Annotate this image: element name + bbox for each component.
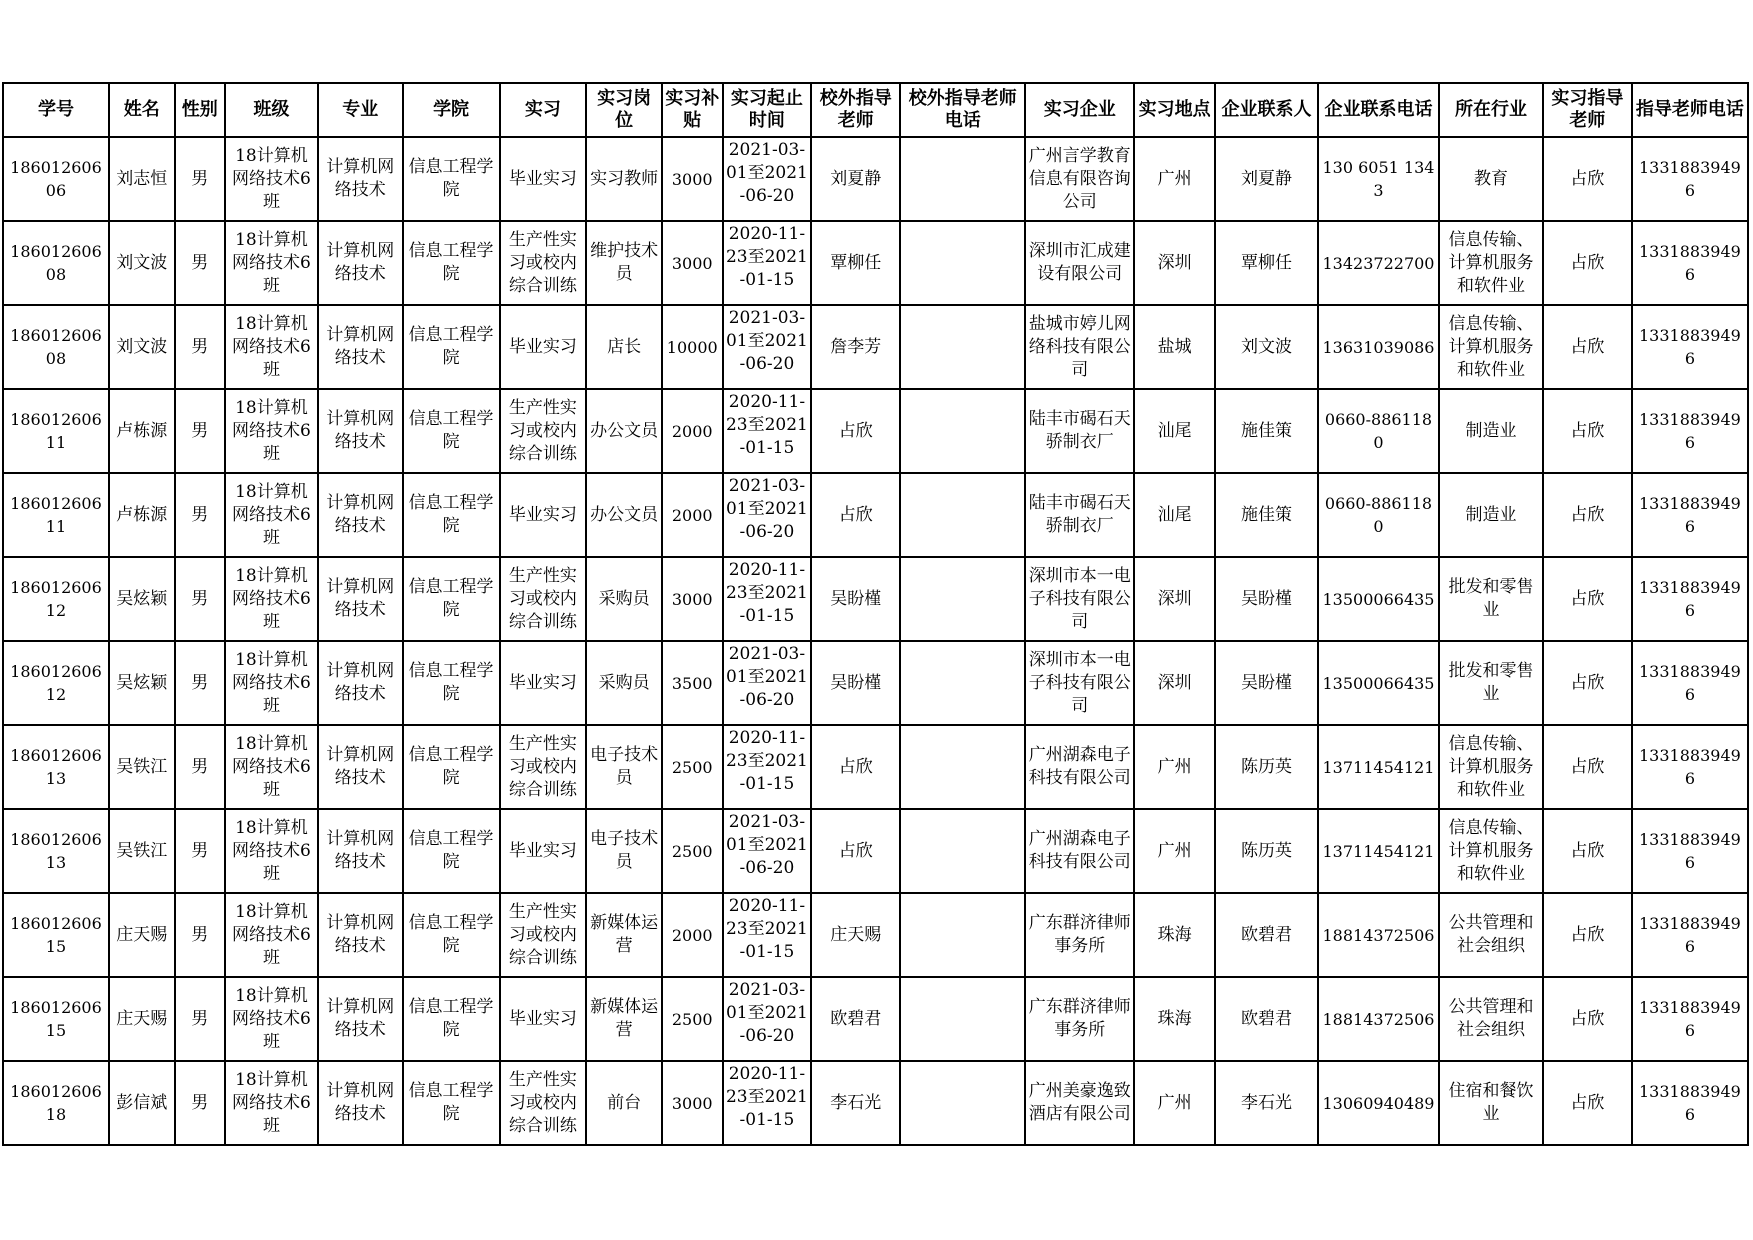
cell-subsidy: 2500 — [662, 977, 723, 1061]
table-row — [3, 305, 1748, 389]
cell-major: 计算机网络技术 — [318, 137, 403, 221]
cell-name: 吴铁江 — [109, 725, 175, 809]
cell-company-contact: 欧碧君 — [1215, 977, 1318, 1061]
cell-internship-type: 毕业实习 — [500, 137, 587, 221]
table-row — [3, 137, 1748, 221]
cell-supervisor: 占欣 — [1543, 725, 1632, 809]
col-header-major: 专业 — [318, 83, 403, 137]
table-row — [3, 557, 1748, 641]
table-row — [3, 389, 1748, 473]
cell-company: 陆丰市碣石天骄制衣厂 — [1025, 389, 1134, 473]
cell-supervisor: 占欣 — [1543, 473, 1632, 557]
col-header-internship-type: 实习 — [500, 83, 587, 137]
cell-industry: 信息传输、计算机服务和软件业 — [1439, 725, 1543, 809]
cell-company: 广东群济律师事务所 — [1025, 893, 1134, 977]
cell-location: 广州 — [1134, 1061, 1215, 1145]
cell-external-teacher: 庄天赐 — [811, 893, 900, 977]
cell-subsidy: 2500 — [662, 725, 723, 809]
cell-college: 信息工程学院 — [403, 977, 500, 1061]
cell-company-phone: 13711454121 — [1318, 725, 1439, 809]
cell-external-teacher: 占欣 — [811, 473, 900, 557]
table-row — [3, 473, 1748, 557]
cell-company-phone: 18814372506 — [1318, 893, 1439, 977]
cell-supervisor-phone: 13318839496 — [1632, 389, 1748, 473]
cell-name: 刘文波 — [109, 305, 175, 389]
cell-industry: 教育 — [1439, 137, 1543, 221]
table-row — [3, 221, 1748, 305]
cell-student-id: 18601260618 — [3, 1061, 109, 1145]
cell-gender: 男 — [175, 977, 225, 1061]
cell-company: 盐城市婷儿网络科技有限公司 — [1025, 305, 1134, 389]
cell-period: 2021-03-01至2021-06-20 — [723, 137, 812, 221]
cell-supervisor-phone: 13318839496 — [1632, 137, 1748, 221]
cell-student-id: 18601260611 — [3, 473, 109, 557]
cell-company-contact: 吴盼槿 — [1215, 557, 1318, 641]
col-header-period: 实习起止时间 — [723, 83, 812, 137]
cell-supervisor: 占欣 — [1543, 221, 1632, 305]
cell-location: 汕尾 — [1134, 473, 1215, 557]
cell-supervisor: 占欣 — [1543, 641, 1632, 725]
cell-gender: 男 — [175, 725, 225, 809]
cell-company-phone: 130 6051 1343 — [1318, 137, 1439, 221]
cell-supervisor: 占欣 — [1543, 1061, 1632, 1145]
cell-company-phone: 13500066435 — [1318, 641, 1439, 725]
cell-college: 信息工程学院 — [403, 473, 500, 557]
cell-college: 信息工程学院 — [403, 389, 500, 473]
cell-industry: 公共管理和社会组织 — [1439, 977, 1543, 1061]
cell-internship-type: 生产性实习或校内综合训练 — [500, 725, 587, 809]
cell-internship-type: 毕业实习 — [500, 641, 587, 725]
cell-company-contact: 覃柳任 — [1215, 221, 1318, 305]
cell-gender: 男 — [175, 221, 225, 305]
cell-supervisor-phone: 13318839496 — [1632, 305, 1748, 389]
cell-company-contact: 吴盼槿 — [1215, 641, 1318, 725]
cell-post: 新媒体运营 — [586, 893, 662, 977]
cell-subsidy: 2000 — [662, 893, 723, 977]
cell-location: 广州 — [1134, 725, 1215, 809]
cell-major: 计算机网络技术 — [318, 557, 403, 641]
internship-table-sheet — [2, 82, 1749, 1146]
col-header-gender: 性别 — [175, 83, 225, 137]
cell-class: 18计算机网络技术6班 — [225, 893, 318, 977]
cell-subsidy: 3000 — [662, 221, 723, 305]
cell-college: 信息工程学院 — [403, 137, 500, 221]
cell-company: 深圳市本一电子科技有限公司 — [1025, 557, 1134, 641]
cell-major: 计算机网络技术 — [318, 1061, 403, 1145]
cell-industry: 信息传输、计算机服务和软件业 — [1439, 305, 1543, 389]
cell-internship-type: 生产性实习或校内综合训练 — [500, 557, 587, 641]
cell-industry: 批发和零售业 — [1439, 641, 1543, 725]
cell-major: 计算机网络技术 — [318, 977, 403, 1061]
cell-major: 计算机网络技术 — [318, 641, 403, 725]
cell-internship-type: 生产性实习或校内综合训练 — [500, 893, 587, 977]
col-header-company-contact: 企业联系人 — [1215, 83, 1318, 137]
cell-location: 广州 — [1134, 809, 1215, 893]
cell-external-teacher-phone — [900, 305, 1025, 389]
cell-student-id: 18601260615 — [3, 977, 109, 1061]
cell-location: 深圳 — [1134, 221, 1215, 305]
cell-external-teacher-phone — [900, 473, 1025, 557]
cell-subsidy: 2000 — [662, 473, 723, 557]
cell-student-id: 18601260613 — [3, 809, 109, 893]
cell-student-id: 18601260606 — [3, 137, 109, 221]
cell-gender: 男 — [175, 557, 225, 641]
cell-student-id: 18601260615 — [3, 893, 109, 977]
cell-company: 广州言学教育信息有限咨询公司 — [1025, 137, 1134, 221]
cell-class: 18计算机网络技术6班 — [225, 557, 318, 641]
cell-period: 2020-11-23至2021-01-15 — [723, 221, 812, 305]
cell-company-phone: 13423722700 — [1318, 221, 1439, 305]
cell-external-teacher: 覃柳任 — [811, 221, 900, 305]
cell-company-phone: 18814372506 — [1318, 977, 1439, 1061]
cell-company: 广州湖森电子科技有限公司 — [1025, 809, 1134, 893]
cell-supervisor-phone: 13318839496 — [1632, 977, 1748, 1061]
col-header-supervisor-phone: 指导老师电话 — [1632, 83, 1748, 137]
cell-company-contact: 陈历英 — [1215, 809, 1318, 893]
cell-post: 店长 — [586, 305, 662, 389]
cell-college: 信息工程学院 — [403, 725, 500, 809]
cell-supervisor-phone: 13318839496 — [1632, 557, 1748, 641]
col-header-supervisor: 实习指导老师 — [1543, 83, 1632, 137]
table-row — [3, 641, 1748, 725]
cell-student-id: 18601260611 — [3, 389, 109, 473]
cell-location: 珠海 — [1134, 893, 1215, 977]
cell-class: 18计算机网络技术6班 — [225, 809, 318, 893]
table-row — [3, 977, 1748, 1061]
cell-name: 卢栋源 — [109, 473, 175, 557]
cell-supervisor-phone: 13318839496 — [1632, 1061, 1748, 1145]
col-header-class: 班级 — [225, 83, 318, 137]
cell-industry: 制造业 — [1439, 389, 1543, 473]
cell-external-teacher: 占欣 — [811, 725, 900, 809]
cell-college: 信息工程学院 — [403, 893, 500, 977]
cell-gender: 男 — [175, 893, 225, 977]
cell-gender: 男 — [175, 473, 225, 557]
table-row — [3, 1061, 1748, 1145]
table-row — [3, 893, 1748, 977]
cell-period: 2021-03-01至2021-06-20 — [723, 473, 812, 557]
cell-class: 18计算机网络技术6班 — [225, 1061, 318, 1145]
cell-company: 广州美豪逸致酒店有限公司 — [1025, 1061, 1134, 1145]
cell-company-contact: 刘夏静 — [1215, 137, 1318, 221]
cell-internship-type: 毕业实习 — [500, 473, 587, 557]
cell-company-phone: 13711454121 — [1318, 809, 1439, 893]
cell-supervisor-phone: 13318839496 — [1632, 473, 1748, 557]
cell-company-contact: 施佳策 — [1215, 389, 1318, 473]
cell-external-teacher-phone — [900, 1061, 1025, 1145]
cell-subsidy: 2000 — [662, 389, 723, 473]
cell-external-teacher-phone — [900, 893, 1025, 977]
table-body — [3, 137, 1748, 1145]
cell-college: 信息工程学院 — [403, 305, 500, 389]
cell-internship-type: 生产性实习或校内综合训练 — [500, 1061, 587, 1145]
cell-class: 18计算机网络技术6班 — [225, 221, 318, 305]
cell-period: 2020-11-23至2021-01-15 — [723, 389, 812, 473]
col-header-student-id: 学号 — [3, 83, 109, 137]
cell-industry: 批发和零售业 — [1439, 557, 1543, 641]
cell-gender: 男 — [175, 137, 225, 221]
cell-internship-type: 毕业实习 — [500, 305, 587, 389]
table-row — [3, 809, 1748, 893]
cell-industry: 住宿和餐饮业 — [1439, 1061, 1543, 1145]
cell-post: 维护技术员 — [586, 221, 662, 305]
cell-industry: 信息传输、计算机服务和软件业 — [1439, 809, 1543, 893]
cell-supervisor-phone: 13318839496 — [1632, 893, 1748, 977]
cell-external-teacher-phone — [900, 137, 1025, 221]
cell-subsidy: 2500 — [662, 809, 723, 893]
cell-name: 刘志恒 — [109, 137, 175, 221]
cell-name: 刘文波 — [109, 221, 175, 305]
cell-external-teacher: 占欣 — [811, 389, 900, 473]
cell-post: 新媒体运营 — [586, 977, 662, 1061]
cell-major: 计算机网络技术 — [318, 725, 403, 809]
cell-name: 庄天赐 — [109, 893, 175, 977]
cell-class: 18计算机网络技术6班 — [225, 305, 318, 389]
cell-gender: 男 — [175, 389, 225, 473]
cell-class: 18计算机网络技术6班 — [225, 977, 318, 1061]
cell-external-teacher-phone — [900, 725, 1025, 809]
cell-supervisor: 占欣 — [1543, 137, 1632, 221]
cell-student-id: 18601260613 — [3, 725, 109, 809]
cell-subsidy: 10000 — [662, 305, 723, 389]
cell-class: 18计算机网络技术6班 — [225, 641, 318, 725]
cell-supervisor: 占欣 — [1543, 893, 1632, 977]
cell-external-teacher-phone — [900, 389, 1025, 473]
cell-industry: 信息传输、计算机服务和软件业 — [1439, 221, 1543, 305]
cell-name: 吴铁江 — [109, 809, 175, 893]
cell-major: 计算机网络技术 — [318, 809, 403, 893]
cell-supervisor-phone: 13318839496 — [1632, 809, 1748, 893]
cell-location: 盐城 — [1134, 305, 1215, 389]
cell-company: 深圳市汇成建设有限公司 — [1025, 221, 1134, 305]
cell-gender: 男 — [175, 305, 225, 389]
cell-external-teacher: 刘夏静 — [811, 137, 900, 221]
cell-period: 2021-03-01至2021-06-20 — [723, 305, 812, 389]
cell-name: 彭信斌 — [109, 1061, 175, 1145]
cell-industry: 公共管理和社会组织 — [1439, 893, 1543, 977]
cell-college: 信息工程学院 — [403, 557, 500, 641]
cell-period: 2020-11-23至2021-01-15 — [723, 557, 812, 641]
cell-major: 计算机网络技术 — [318, 305, 403, 389]
cell-company: 深圳市本一电子科技有限公司 — [1025, 641, 1134, 725]
cell-internship-type: 毕业实习 — [500, 809, 587, 893]
cell-major: 计算机网络技术 — [318, 473, 403, 557]
cell-company-contact: 施佳策 — [1215, 473, 1318, 557]
cell-major: 计算机网络技术 — [318, 389, 403, 473]
col-header-industry: 所在行业 — [1439, 83, 1543, 137]
col-header-company-phone: 企业联系电话 — [1318, 83, 1439, 137]
cell-post: 实习教师 — [586, 137, 662, 221]
cell-external-teacher-phone — [900, 221, 1025, 305]
col-header-location: 实习地点 — [1134, 83, 1215, 137]
col-header-post: 实习岗位 — [586, 83, 662, 137]
cell-supervisor-phone: 13318839496 — [1632, 725, 1748, 809]
cell-period: 2020-11-23至2021-01-15 — [723, 1061, 812, 1145]
cell-external-teacher-phone — [900, 641, 1025, 725]
cell-external-teacher: 詹李芳 — [811, 305, 900, 389]
col-header-company: 实习企业 — [1025, 83, 1134, 137]
cell-period: 2021-03-01至2021-06-20 — [723, 977, 812, 1061]
cell-company-contact: 李石光 — [1215, 1061, 1318, 1145]
cell-college: 信息工程学院 — [403, 221, 500, 305]
cell-company-contact: 欧碧君 — [1215, 893, 1318, 977]
cell-external-teacher: 占欣 — [811, 809, 900, 893]
cell-period: 2021-03-01至2021-06-20 — [723, 641, 812, 725]
cell-class: 18计算机网络技术6班 — [225, 389, 318, 473]
cell-post: 办公文员 — [586, 389, 662, 473]
cell-gender: 男 — [175, 1061, 225, 1145]
col-header-name: 姓名 — [109, 83, 175, 137]
cell-location: 深圳 — [1134, 641, 1215, 725]
cell-internship-type: 生产性实习或校内综合训练 — [500, 389, 587, 473]
cell-name: 吴炫颖 — [109, 641, 175, 725]
cell-post: 电子技术员 — [586, 725, 662, 809]
cell-location: 珠海 — [1134, 977, 1215, 1061]
cell-major: 计算机网络技术 — [318, 893, 403, 977]
cell-class: 18计算机网络技术6班 — [225, 473, 318, 557]
cell-class: 18计算机网络技术6班 — [225, 725, 318, 809]
cell-name: 吴炫颖 — [109, 557, 175, 641]
cell-company-contact: 刘文波 — [1215, 305, 1318, 389]
cell-external-teacher: 李石光 — [811, 1061, 900, 1145]
cell-subsidy: 3500 — [662, 641, 723, 725]
cell-internship-type: 毕业实习 — [500, 977, 587, 1061]
cell-supervisor: 占欣 — [1543, 305, 1632, 389]
cell-external-teacher: 吴盼槿 — [811, 641, 900, 725]
cell-location: 汕尾 — [1134, 389, 1215, 473]
cell-college: 信息工程学院 — [403, 641, 500, 725]
cell-subsidy: 3000 — [662, 557, 723, 641]
cell-company-phone: 13631039086 — [1318, 305, 1439, 389]
cell-company-phone: 0660-8861180 — [1318, 389, 1439, 473]
cell-post: 采购员 — [586, 641, 662, 725]
cell-external-teacher-phone — [900, 977, 1025, 1061]
cell-college: 信息工程学院 — [403, 1061, 500, 1145]
cell-gender: 男 — [175, 641, 225, 725]
cell-external-teacher: 吴盼槿 — [811, 557, 900, 641]
cell-location: 深圳 — [1134, 557, 1215, 641]
cell-name: 卢栋源 — [109, 389, 175, 473]
cell-class: 18计算机网络技术6班 — [225, 137, 318, 221]
cell-name: 庄天赐 — [109, 977, 175, 1061]
header-row — [3, 83, 1748, 137]
col-header-college: 学院 — [403, 83, 500, 137]
cell-student-id: 18601260608 — [3, 305, 109, 389]
cell-period: 2020-11-23至2021-01-15 — [723, 893, 812, 977]
cell-subsidy: 3000 — [662, 137, 723, 221]
cell-company-phone: 0660-8861180 — [1318, 473, 1439, 557]
cell-external-teacher-phone — [900, 809, 1025, 893]
cell-post: 采购员 — [586, 557, 662, 641]
internship-table — [2, 82, 1749, 1146]
cell-supervisor-phone: 13318839496 — [1632, 641, 1748, 725]
cell-post: 电子技术员 — [586, 809, 662, 893]
cell-student-id: 18601260608 — [3, 221, 109, 305]
cell-supervisor: 占欣 — [1543, 557, 1632, 641]
cell-company-phone: 13500066435 — [1318, 557, 1439, 641]
col-header-external-teacher-phone: 校外指导老师电话 — [900, 83, 1025, 137]
cell-post: 办公文员 — [586, 473, 662, 557]
cell-student-id: 18601260612 — [3, 641, 109, 725]
cell-period: 2021-03-01至2021-06-20 — [723, 809, 812, 893]
cell-external-teacher: 欧碧君 — [811, 977, 900, 1061]
cell-gender: 男 — [175, 809, 225, 893]
cell-period: 2020-11-23至2021-01-15 — [723, 725, 812, 809]
cell-supervisor: 占欣 — [1543, 977, 1632, 1061]
cell-supervisor: 占欣 — [1543, 809, 1632, 893]
cell-supervisor: 占欣 — [1543, 389, 1632, 473]
cell-company-contact: 陈历英 — [1215, 725, 1318, 809]
cell-external-teacher-phone — [900, 557, 1025, 641]
cell-location: 广州 — [1134, 137, 1215, 221]
cell-company: 陆丰市碣石天骄制衣厂 — [1025, 473, 1134, 557]
table-row — [3, 725, 1748, 809]
cell-post: 前台 — [586, 1061, 662, 1145]
cell-company: 广东群济律师事务所 — [1025, 977, 1134, 1061]
col-header-external-teacher: 校外指导老师 — [811, 83, 900, 137]
cell-industry: 制造业 — [1439, 473, 1543, 557]
cell-supervisor-phone: 13318839496 — [1632, 221, 1748, 305]
cell-internship-type: 生产性实习或校内综合训练 — [500, 221, 587, 305]
cell-major: 计算机网络技术 — [318, 221, 403, 305]
cell-subsidy: 3000 — [662, 1061, 723, 1145]
col-header-subsidy: 实习补贴 — [662, 83, 723, 137]
cell-student-id: 18601260612 — [3, 557, 109, 641]
cell-company: 广州湖森电子科技有限公司 — [1025, 725, 1134, 809]
cell-company-phone: 13060940489 — [1318, 1061, 1439, 1145]
cell-college: 信息工程学院 — [403, 809, 500, 893]
